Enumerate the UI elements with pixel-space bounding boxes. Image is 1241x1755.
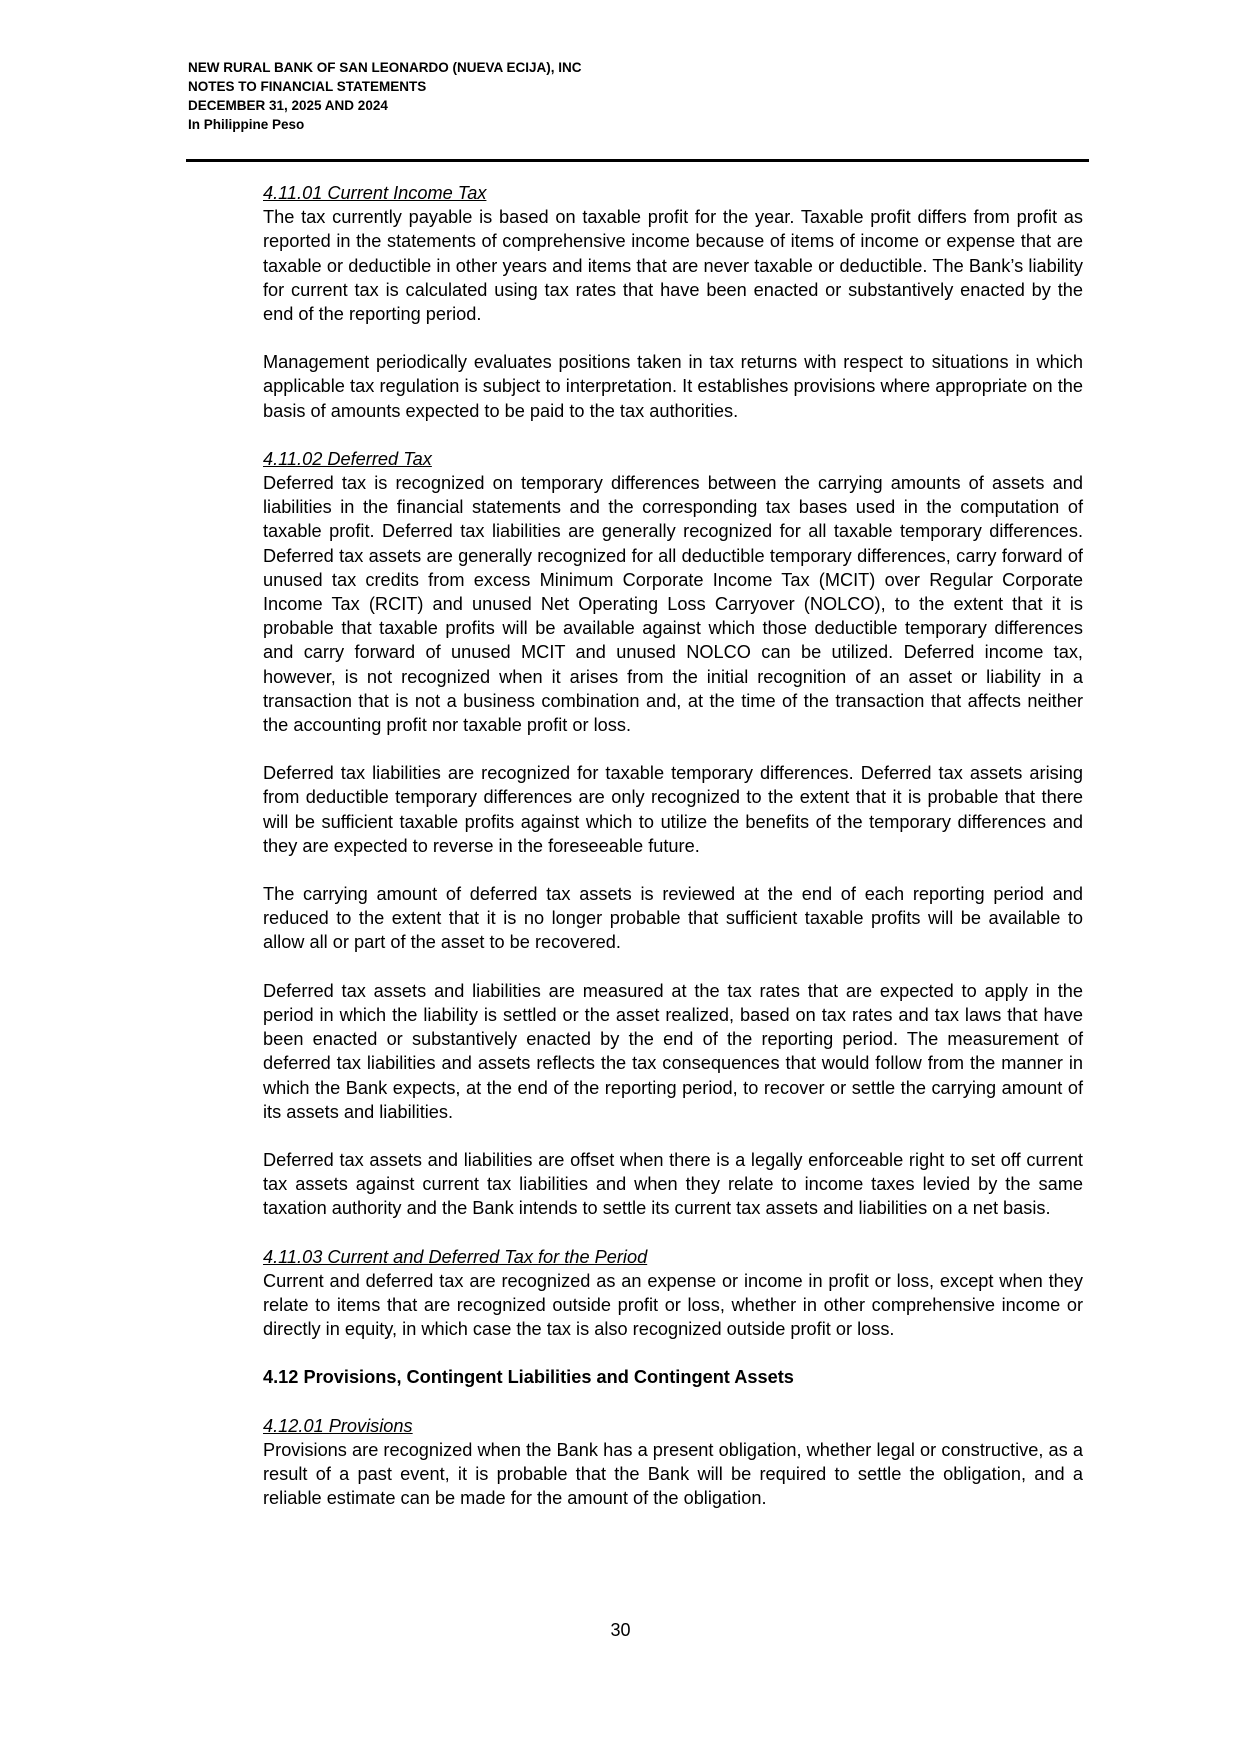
currency-note: In Philippine Peso xyxy=(188,117,305,132)
paragraph: The tax currently payable is based on taxable profit for the year. Taxable profit differs from profit as reported in the statements of comprehensive income because of items of income or expense that are taxable or deductible in other years and items that are never taxable or deductible. The Bank’s liability for current tax is calculated using tax rates that have been enacted or substantively enacted by the end of the reporting period. xyxy=(263,207,1083,325)
paragraph: Deferred tax assets and liabilities are offset when there is a legally enforceable right to set off current tax assets against current tax liabilities and when they relate to income taxes levied by the same taxation authority and the Bank intends to settle its current tax assets and liabilities on a net basis. xyxy=(263,1149,1083,1219)
paragraph-spacer xyxy=(263,1341,1083,1365)
subheading-deferred-tax: 4.11.02 Deferred Tax xyxy=(263,448,432,469)
subheading-current-income-tax: 4.11.01 Current Income Tax xyxy=(263,183,487,203)
paragraph: Management periodically evaluates positions taken in tax returns with respect to situations in which applicable tax regulation is subject to interpretation. It establishes provisions where appropriate on the basis of amounts expected to be paid to the tax authorities. xyxy=(263,352,1083,421)
paragraph: Deferred tax liabilities are recognized for taxable temporary differences. Deferred tax assets arising from deductible temporary differences are only recognized to the extent that it is probable that there will be sufficient taxable profits against which to utilize the benefits of the temporary differences and they are expected to reverse in the foreseeable future. xyxy=(263,763,1083,856)
paragraph-spacer xyxy=(263,1390,1083,1414)
page-number: 30 xyxy=(610,1620,631,1640)
section-heading-provisions: 4.12 Provisions, Contingent Liabilities and Contingent Assets xyxy=(263,1367,794,1388)
paragraph: Deferred tax is recognized on temporary differences between the carrying amounts of assets and liabilities in the financial statements and the corresponding tax bases used in the computation of taxable profit. Deferred tax liabilities are generally recognized for all taxable temporary differences. Deferred tax assets are generally recognized for all deductible temporary differences, carry forward of unused tax credits from excess Minimum Corporate Income Tax (MCIT) over Regular Corporate Income Tax (RCIT) and unused Net Operating Loss Carryover (NOLCO), to the extent that it is probable that taxable profits will be available against which those deductible temporary differences and carry forward of unused MCIT and unused NOLCO can be utilized. Deferred income tax, however, is not recognized when it arises from the initial recognition of an asset or liability in a transaction that is not a business combination and, at the time of the transaction that affects neither the accounting profit nor taxable profit or loss. xyxy=(263,473,1083,736)
paragraph-spacer xyxy=(263,326,1083,350)
paragraph-spacer xyxy=(263,858,1083,882)
paragraph-spacer xyxy=(263,1124,1083,1148)
company-name: NEW RURAL BANK OF SAN LEONARDO (NUEVA ECIJA), INC xyxy=(188,60,582,75)
statement-title: NOTES TO FINANCIAL STATEMENTS xyxy=(188,79,427,94)
document-header xyxy=(188,58,1088,134)
paragraph: Current and deferred tax are recognized as an expense or income in profit or loss, except when they relate to items that are recognized outside profit or loss, whether in other comprehensive income or directly in equity, in which case the tax is also recognized outside profit or loss. xyxy=(263,1270,1083,1340)
paragraph: Deferred tax assets and liabilities are measured at the tax rates that are expected to apply in the period in which the liability is settled or the asset realized, based on tax rates and tax laws that have been enacted or substantively enacted by the end of the reporting period. The measurement of deferred tax liabilities and assets reflects the tax consequences that would follow from the manner in which the Bank expects, at the end of the reporting period, to recover or settle the carrying amount of its assets and liabilities. xyxy=(263,980,1083,1122)
paragraph: Provisions are recognized when the Bank has a present obligation, whether legal or constructive, as a result of a past event, it is probable that the Bank will be required to settle the obligation, and a reliable estimate can be made for the amount of the obligation. xyxy=(263,1439,1083,1509)
subheading-current-and-deferred-tax: 4.11.03 Current and Deferred Tax for the Period xyxy=(263,1246,648,1267)
header-divider xyxy=(186,159,1089,162)
paragraph: The carrying amount of deferred tax assets is reviewed at the end of each reporting period and reduced to the extent that it is no longer probable that sufficient taxable profits will be available to allow all or part of the asset to be recovered. xyxy=(263,884,1083,953)
subheading-provisions: 4.12.01 Provisions xyxy=(263,1415,413,1436)
document-body xyxy=(263,181,1083,1510)
paragraph-spacer xyxy=(263,737,1083,761)
paragraph-spacer xyxy=(263,1221,1083,1245)
statement-period: DECEMBER 31, 2025 AND 2024 xyxy=(188,98,388,113)
paragraph-spacer xyxy=(263,423,1083,447)
paragraph-spacer xyxy=(263,955,1083,979)
